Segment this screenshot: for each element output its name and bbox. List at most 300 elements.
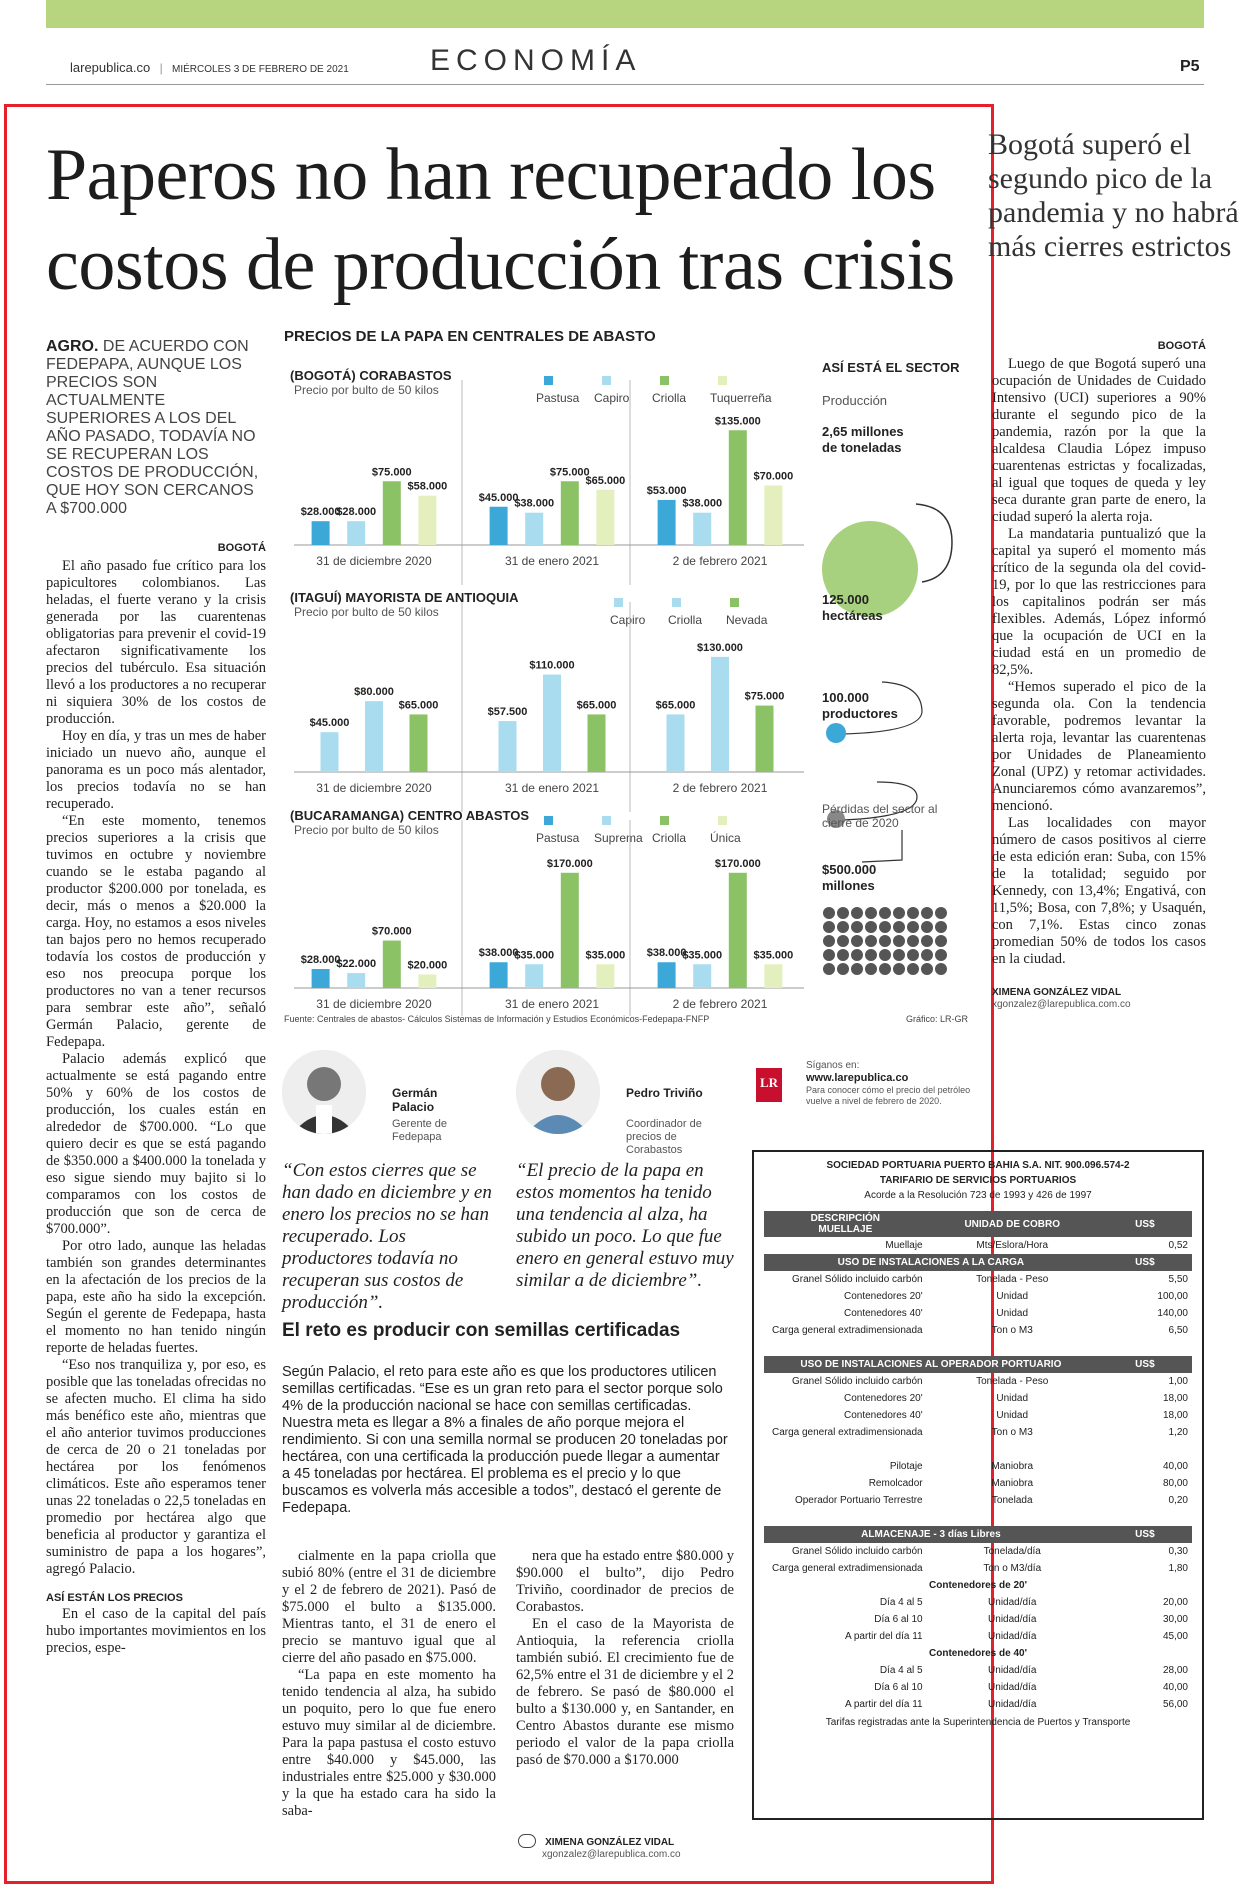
loss-dot [879, 949, 891, 961]
tariff-cell: A partir del día 11 [844, 1631, 923, 1642]
tariff-cell [764, 1441, 1192, 1458]
legend-swatch [730, 598, 739, 607]
category-label: 31 de diciembre 2020 [316, 781, 432, 795]
bar [658, 500, 676, 545]
tariff-cell: Tonelada - Peso [976, 1274, 1049, 1285]
tariff-cell: 45,00 [1162, 1631, 1188, 1642]
issue-date: MIÉRCOLES 3 DE FEBRERO DE 2021 [172, 64, 349, 75]
tariff-table [764, 1211, 1192, 1713]
tariff-row [764, 1577, 1192, 1594]
col_mid1-paragraph: “La papa en este momento ha tenido tendencia al alza, ha subido un poquito, pero lo que fue enero estuvo muy similar al de diciembre. Para la papa pastusa el costo estuvo entre $40.000 y $45.000, las industriales entre $25.000 y $30.000 y la que ha estado cara ha sido la saba- [282, 1667, 496, 1819]
tariff-cell: Ton o M3 [991, 1325, 1033, 1336]
dateline: BOGOTÁ [217, 542, 266, 554]
bar-value-label: $70.000 [753, 470, 794, 483]
tariff-resolution: Acorde a la Resolución 723 de 1993 y 426 de 1997 [864, 1190, 1092, 1201]
category-label: 2 de febrero 2021 [672, 781, 768, 795]
loss-dot [921, 907, 933, 919]
tariff-row [764, 1373, 1192, 1390]
bar [490, 962, 508, 988]
bar [667, 714, 685, 772]
bar-value-label: $110.000 [529, 659, 575, 672]
tariff-cell: Unidad/día [988, 1682, 1037, 1693]
person-trivino [516, 1050, 746, 1156]
bar-value-label: $20.000 [407, 959, 448, 972]
bar-value-label: $38.000 [478, 947, 519, 960]
bar-value-label: $75.000 [549, 466, 590, 479]
signature-name: XIMENA GONZÁLEZ VIDAL [545, 1837, 675, 1848]
category-label: 31 de diciembre 2020 [316, 997, 432, 1011]
loss-dot [865, 935, 877, 947]
tariff-cell: Unidad/día [988, 1665, 1037, 1676]
chart-panel [290, 808, 804, 1016]
tariff-cell: Unidad/día [988, 1631, 1037, 1642]
tariff-cell: 1,20 [1168, 1427, 1188, 1438]
tariff-row [764, 1645, 1192, 1662]
bar-value-label: $38.000 [514, 497, 555, 510]
lede-text: DE ACUERDO CON FEDEPAPA, AUNQUE LOS PRECIOS SON ACTUALMENTE SUPERIORES A LOS DEL AÑO PASADO, TODAVÍA NO SE RECUPERAN LOS COSTOS DE PRODUCCIÓN, QUE HOY SON CERCANOS A $700.000 [46, 338, 259, 517]
tariff-col-usd: US$ [1098, 1211, 1192, 1237]
chart-panel [290, 368, 804, 585]
chart-svg [284, 316, 824, 1016]
loss-dot [837, 921, 849, 933]
loss-dot [823, 949, 835, 961]
bar [729, 873, 747, 988]
bar-value-label: $135.000 [714, 415, 761, 428]
left_column.paragraphs-paragraph: “Eso nos tranquiliza y, por eso, es posible que las toneladas ofrecidas no se afecten mucho. El clima ha sido más benéfico este año, mientras que el año anterior tuvimos producciones de cerca de 20 o 21 toneladas por hectárea por los fenómenos climáticos. Este año esperamos tener unas 22 toneladas o 22,5 toneladas en promedio por hectárea algo que beneficia al productor y garantiza el suministro de papa a los hogares”, agregó Palacio. [46, 1357, 266, 1577]
tariff-cell: 20,00 [1162, 1597, 1188, 1608]
lede-tag: AGRO. [46, 338, 99, 355]
tariff-cell: Unidad [996, 1291, 1029, 1302]
chart-subtitle: Precio por bulto de 50 kilos [294, 823, 439, 837]
chart-subtitle: Precio por bulto de 50 kilos [294, 605, 439, 619]
reto-text: Según Palacio, el reto para este año es que los productores utilicen semillas certificadas. “Ese es un gran reto para el sector porque solo 4% de la producción nacional se hace con semillas certificadas. Nuestra meta es llegar a 8% a finales de año porque mejora el rendimiento. Si con una semilla normal se producen 20 toneladas por hectárea, con una certificada la producción puede llegar a aumentar a 45 toneladas por hectárea. El problema es el precio y lo que buscamos es volverla más accesible a todos”, destacó el gerente de Fedepapa. [282, 1364, 728, 1516]
bar-value-label: $70.000 [371, 925, 412, 938]
bar-value-label: $170.000 [546, 857, 593, 870]
tariff-cell: USO DE INSTALACIONES A LA CARGA [764, 1254, 1098, 1271]
quote-palacio: “Con estos cierres que se han dado en diciembre y en enero los precios no se han recuperado. Los productores todavía no recuperan sus costos de producción”. [282, 1160, 492, 1313]
legend-label: Pastusa [536, 391, 580, 405]
tariff-cell: 56,00 [1162, 1699, 1188, 1710]
tariff-row [764, 1288, 1192, 1305]
trivino-name: Pedro Triviño [626, 1086, 703, 1100]
tariff-row [764, 1594, 1192, 1611]
tariff-col-desc: DESCRIPCIÓN [810, 1213, 881, 1224]
tariff-cell: Granel Sólido incluido carbón [791, 1274, 923, 1285]
legend-label: Pastusa [536, 831, 580, 845]
bar-value-label: $58.000 [407, 480, 448, 493]
tariff-row [764, 1424, 1192, 1441]
tariff-cell: Unidad [996, 1393, 1029, 1404]
bar-value-label: $35.000 [682, 949, 723, 962]
tariff-cell: Carga general extradimensionada [771, 1325, 923, 1336]
trivino-role: Coordinador de precios de Corabastos [626, 1118, 702, 1156]
loss-dot [893, 963, 905, 975]
tariff-row [764, 1356, 1192, 1373]
bar-value-label: $170.000 [714, 857, 761, 870]
bar [711, 657, 729, 772]
header-rule [46, 84, 1204, 85]
loss-dot [921, 949, 933, 961]
tariff-row [764, 1305, 1192, 1322]
tariff-col-desc-b: MUELLAJE [818, 1224, 873, 1235]
col_mid2-paragraph: En el caso de la Mayorista de Antioquia, la referencia criolla también subió. El crecimiento fue de 62,5% entre el 31 de diciembre y el 2 de febrero. Se pasó de $80.000 el bulto a $130.000 y, en Santander, en Centro Abastos durante ese mismo periodo el valor de la papa criolla pasó de $70.000 a $170.000 [516, 1616, 734, 1768]
loss-dot [935, 921, 947, 933]
legend-label: Criolla [668, 613, 703, 627]
sector-title: ASÍ ESTÁ EL SECTOR [822, 360, 960, 375]
tariff-cell: Contenedores de 20' [929, 1580, 1027, 1591]
tariff-cell [764, 1339, 1192, 1356]
chart-subtitle: Precio por bulto de 50 kilos [294, 383, 439, 397]
tariff-cell: 18,00 [1162, 1410, 1188, 1421]
tariff-cell: Contenedores 20' [843, 1291, 923, 1302]
bar [365, 701, 383, 772]
loss-dot [837, 907, 849, 919]
loss-dot [907, 907, 919, 919]
tariff-cell: Ton o M3 [991, 1427, 1033, 1438]
legend-label: Capiro [594, 391, 630, 405]
section-title: ECONOMÍA [430, 44, 642, 77]
palacio-avatar-icon [282, 1050, 366, 1134]
tariff-footer: Tarifas registradas ante la Superintendencia de Puertos y Transporte [825, 1717, 1131, 1728]
tariff-row [764, 1390, 1192, 1407]
bar-value-label: $28.000 [300, 954, 341, 967]
loss-dot [823, 963, 835, 975]
legend-swatch [672, 598, 681, 607]
middle-column-2 [516, 1548, 734, 1769]
middle-column-1 [282, 1548, 496, 1820]
tariff-cell: Día 4 al 5 [879, 1597, 923, 1608]
tariff-cell: A partir del día 11 [844, 1699, 923, 1710]
loss-dot [893, 907, 905, 919]
tariff-cell: 30,00 [1162, 1614, 1188, 1625]
bar [383, 941, 401, 988]
quote-trivino: “El precio de la papa en estos momentos ha tenido una tendencia al alza, ha subido un poco. Lo que fue enero en general estuvo muy similar a de diciembre”. [516, 1160, 734, 1291]
left-closing: En el caso de la capital del país hubo importantes movimientos en los precios, espe- [46, 1606, 266, 1656]
loss-dot [837, 935, 849, 947]
bar [418, 496, 436, 545]
bar [561, 481, 579, 545]
loss-dot [935, 963, 947, 975]
loss-dot [865, 907, 877, 919]
tariff-row [764, 1662, 1192, 1679]
bar-value-label: $28.000 [300, 506, 341, 519]
loss-dot [865, 949, 877, 961]
loss-dot [837, 949, 849, 961]
bar [312, 521, 330, 545]
tariff-row [764, 1526, 1192, 1543]
bar-value-label: $45.000 [309, 717, 350, 730]
bar [596, 490, 614, 545]
tariff-row [764, 1254, 1192, 1271]
loss-dot [879, 921, 891, 933]
tariff-cell: Maniobra [991, 1461, 1034, 1472]
tariff-cell: 140,00 [1157, 1308, 1188, 1319]
loss-dot [935, 935, 947, 947]
bar [729, 430, 747, 545]
left-column [46, 542, 266, 1657]
bar [525, 513, 543, 545]
person-palacio [282, 1050, 502, 1143]
left-column-body [46, 558, 266, 1578]
legend-swatch [602, 376, 611, 385]
loss-dot [921, 935, 933, 947]
bar [321, 732, 339, 772]
bar-value-label: $65.000 [655, 699, 696, 712]
legend-swatch [614, 598, 623, 607]
bar-value-label: $65.000 [585, 474, 626, 487]
bar-value-label: $65.000 [576, 699, 617, 712]
loss-dot [879, 935, 891, 947]
tariff-row [764, 1237, 1192, 1254]
article-headline: Paperos no han recuperado los costos de producción tras crisis [46, 134, 955, 306]
tariff-cell: Unidad/día [988, 1699, 1037, 1710]
palacio-photo [282, 1050, 366, 1134]
tariff-cell: 6,50 [1168, 1325, 1188, 1336]
bar [499, 721, 517, 772]
bar [347, 521, 365, 545]
right-column-body [992, 356, 1206, 968]
tariff-row [764, 1339, 1192, 1356]
legend-label: Tuquerreña [710, 391, 772, 405]
loss-dot [865, 963, 877, 975]
bar-value-label: $38.000 [682, 497, 723, 510]
tariff-row [764, 1543, 1192, 1560]
tariff-cell: Contenedores 40' [843, 1410, 923, 1421]
tariff-row [764, 1611, 1192, 1628]
tariff-row [764, 1441, 1192, 1458]
left_column.paragraphs-paragraph: El año pasado fue crítico para los papicultores colombianos. Las heladas, el fuerte verano y la crisis generada por las cuarentenas obligatorias para prevenir el covid-19 afectaron significativamente los precios del tubérculo. Esa situación llevó a los productores a no recuperar ni siquiera 30% de los costos de producción. [46, 558, 266, 727]
bar [543, 675, 561, 772]
tariff-cell: Carga general extradimensionada [771, 1427, 923, 1438]
loss-dot [893, 949, 905, 961]
loss-dot [879, 907, 891, 919]
bar-value-label: $53.000 [646, 484, 687, 497]
left_column.paragraphs-paragraph: “En este momento, tenemos precios superiores a la crisis que tuvimos en octubre y noviembre cuando se le estaba pagando al productor $200.000 por tonelada, es decir, más o menos a $20.000 la carga. Hoy, no estamos a esos niveles tan bajos pero no hemos recuperado todavía los costos de producción y eso nos preocupa porque los productores no van a tener recursos para sembrar este año”, señaló Germán Palacio, gerente de Fedepapa. [46, 813, 266, 1050]
follow-site[interactable]: www.larepublica.co [806, 1072, 909, 1084]
bar-value-label: $130.000 [697, 641, 743, 654]
chart-title: (ITAGUÍ) MAYORISTA DE ANTIOQUIA [290, 590, 519, 605]
bar [764, 486, 782, 546]
chart-title: (BOGOTÁ) CORABASTOS [290, 368, 452, 383]
left_column.paragraphs-paragraph: Por otro lado, aunque las heladas también son grandes determinantes en la afectación de los precios de la papa, este año ha sido la excepción. Según el gerente de Fedepapa, hasta el momento no han tenido ningún reporte de heladas fuertes. [46, 1238, 266, 1356]
bar [383, 481, 401, 545]
losses-dots [822, 906, 962, 982]
right_column.text-paragraph: Luego de que Bogotá superó una ocupación de Unidades de Cuidado Intensivo (UCI) superiores a 90% durante el segundo pico de la pandemia, razón por la que la alcaldesa Claudia López impuso cuarentenas estrictas y focalizadas, al igual que toques de queda y ley seca durante gran parte de enero, la ciudad superó la alerta roja. [992, 356, 1206, 525]
bar [312, 969, 330, 988]
loss-dot [851, 949, 863, 961]
tariff-cell: Pilotaje [889, 1461, 923, 1472]
tariff-cell: Ton o M3/día [983, 1563, 1042, 1574]
tariff-cell: Día 6 al 10 [874, 1682, 923, 1693]
sector-infographic [822, 360, 982, 893]
trivino-photo [516, 1050, 600, 1134]
bar-value-label: $65.000 [398, 699, 439, 712]
bar [561, 873, 579, 988]
producers-value: 100.000 productores [822, 690, 898, 721]
category-label: 31 de enero 2021 [504, 997, 600, 1011]
loss-dot [907, 949, 919, 961]
bar [756, 706, 774, 772]
tariff-cell: Contenedores 40' [843, 1308, 923, 1319]
loss-dot [907, 921, 919, 933]
bar-value-label: $80.000 [354, 686, 394, 699]
palacio-name: Germán Palacio [392, 1086, 438, 1114]
right-signature-email[interactable]: xgonzalez@larepublica.com.co [992, 999, 1131, 1010]
bar [347, 973, 365, 988]
chart-source: Fuente: Centrales de abastos- Cálculos Sistemas de Información y Estudios Económicos-Fedepapa-FNFP [284, 1014, 710, 1024]
tariff-cell: Unidad/día [988, 1597, 1037, 1608]
left_column.paragraphs-paragraph: Hoy en día, y tras un mes de haber iniciado un nuevo año, aunque el panorama es un poco más alentador, los precios todavía no se han recuperado. [46, 728, 266, 812]
bar-value-label: $38.000 [646, 947, 687, 960]
tariff-cell: Maniobra [991, 1478, 1034, 1489]
tariff-cell: Tonelada - Peso [976, 1376, 1049, 1387]
right_column.text-paragraph: La mandataria puntualizó que la capital ya superó el momento más crítico de la segunda ola del covid-19, por lo que las restricciones para los capitalinos podrán ser más flexibles. Además, López informó que la ocupación de UCI en la ciudad está en un promedio de 82,5%. [992, 526, 1206, 678]
tariff-cell: Contenedores de 40' [929, 1648, 1027, 1659]
signature-email[interactable]: xgonzalez@larepublica.com.co [542, 1849, 681, 1860]
charts-header: PRECIOS DE LA PAPA EN CENTRALES DE ABASTO [284, 328, 656, 345]
legend-swatch [718, 376, 727, 385]
tariff-cell: Tonelada [991, 1495, 1033, 1506]
mail-icon [518, 1834, 536, 1848]
bar [418, 974, 436, 988]
hectares-circle [826, 723, 846, 743]
tariff-row [764, 1407, 1192, 1424]
category-label: 31 de enero 2021 [504, 781, 600, 795]
bar [525, 964, 543, 988]
losses-value: $500.000 millones [822, 862, 877, 893]
tariff-row [764, 1679, 1192, 1696]
loss-dot [921, 963, 933, 975]
legend-swatch [602, 816, 611, 825]
bar-value-label: $22.000 [336, 958, 377, 971]
connector-line [916, 504, 952, 582]
loss-dot [823, 907, 835, 919]
legend-label: Nevada [726, 613, 768, 627]
page-number: P5 [1180, 58, 1200, 75]
site-name[interactable]: larepublica.co [70, 60, 151, 75]
masthead-meta: larepublica.co | MIÉRCOLES 3 DE FEBRERO DE 2021 [70, 60, 349, 75]
hectares-value: 125.000 hectáreas [822, 592, 883, 623]
loss-dot [823, 921, 835, 933]
category-label: 2 de febrero 2021 [672, 997, 768, 1011]
bar [588, 714, 606, 772]
bar-value-label: $35.000 [514, 949, 555, 962]
tariff-cell: Mts/Eslora/Hora [976, 1240, 1049, 1251]
tariff-cell: 100,00 [1157, 1291, 1188, 1302]
right-signature [992, 980, 1206, 1010]
legend-swatch [718, 816, 727, 825]
tariff-cell: US$ [1098, 1526, 1192, 1543]
legend-label: Suprema [594, 831, 643, 845]
tariff-row [764, 1458, 1192, 1475]
follow-label: Síganos en: [806, 1060, 860, 1071]
side-article-headline: Bogotá superó el segundo pico de la pandemia y no habrá más cierres estrictos [988, 128, 1239, 263]
bar-value-label: $35.000 [753, 949, 794, 962]
right-signature-name: XIMENA GONZÁLEZ VIDAL [992, 987, 1122, 998]
tariff-cell: Contenedores 20' [843, 1393, 923, 1404]
tariff-cell: Carga general extradimensionada [771, 1563, 923, 1574]
top-color-band [46, 0, 1204, 28]
loss-dot [837, 963, 849, 975]
chart-panel [290, 590, 804, 812]
loss-dot [823, 935, 835, 947]
tariff-cell: 80,00 [1162, 1478, 1188, 1489]
bar [490, 507, 508, 545]
bar-value-label: $75.000 [744, 690, 785, 703]
tariff-col-unit: UNIDAD DE COBRO [927, 1211, 1098, 1237]
tariff-cell: Muellaje [885, 1240, 923, 1251]
tariff-cell: Operador Portuario Terrestre [794, 1495, 923, 1506]
loss-dot [907, 935, 919, 947]
bar-value-label: $57.500 [487, 706, 528, 719]
legend-swatch [544, 376, 553, 385]
loss-dot [851, 935, 863, 947]
production-value: 2,65 millones de toneladas [822, 424, 904, 455]
chart-title: (BUCARAMANGA) CENTRO ABASTOS [290, 808, 530, 823]
tariff-cell: Día 6 al 10 [874, 1614, 923, 1625]
bar [693, 513, 711, 545]
tariff-cell: Remolcador [868, 1478, 923, 1489]
loss-dot [893, 935, 905, 947]
follow-text: Para conocer cómo el precio del petróleo vuelve a nivel de febrero de 2020. [806, 1085, 971, 1106]
right_column.text-paragraph: Las localidades con mayor número de casos positivos al cierre de esta edición eran: Suba, con 15% de la totalidad; seguido por Kennedy, con 13,4%; Engativá, con 11,5%; Bosa, con 7,8%; y Usaquén, con 7,1%. Estas cinco zonas promedian 50% de todos los casos en la ciudad. [992, 815, 1206, 967]
category-label: 31 de diciembre 2020 [316, 554, 432, 568]
tariff-row [764, 1271, 1192, 1288]
tariff-title: TARIFARIO DE SERVICIOS PORTUARIOS [879, 1175, 1077, 1186]
tariff-cell: ALMACENAJE - 3 días Libres [764, 1526, 1098, 1543]
category-label: 31 de enero 2021 [504, 554, 600, 568]
tariff-cell: Unidad [996, 1308, 1029, 1319]
loss-dot [935, 949, 947, 961]
bar-value-label: $28.000 [336, 506, 377, 519]
tariff-cell: USO DE INSTALACIONES AL OPERADOR PORTUARIO [764, 1356, 1098, 1373]
tariff-cell: US$ [1098, 1254, 1192, 1271]
loss-dot [893, 921, 905, 933]
loss-dot [921, 921, 933, 933]
tariff-cell: Granel Sólido incluido carbón [791, 1546, 923, 1557]
category-label: 2 de febrero 2021 [672, 554, 768, 568]
loss-dot [879, 963, 891, 975]
tariff-cell: Unidad/día [988, 1614, 1037, 1625]
tariff-row [764, 1475, 1192, 1492]
bar-value-label: $75.000 [371, 466, 412, 479]
legend-swatch [544, 816, 553, 825]
lr-logo: LR [756, 1068, 782, 1102]
section-subhead: El reto es producir con semillas certificadas [282, 1320, 681, 1341]
tariff-cell: 0,52 [1168, 1240, 1188, 1251]
bar [596, 964, 614, 988]
bar-value-label: $35.000 [585, 949, 626, 962]
legend-label: Criolla [652, 391, 687, 405]
tariff-cell: Unidad [996, 1410, 1029, 1421]
tariff-company: SOCIEDAD PORTUARIA PUERTO BAHIA S.A. NIT. 900.096.574-2 [826, 1160, 1130, 1171]
tariff-cell: 40,00 [1162, 1461, 1188, 1472]
tariff-cell: 1,00 [1168, 1376, 1188, 1387]
production-label: Producción [822, 393, 888, 408]
tariff-row [764, 1560, 1192, 1577]
left_column.paragraphs-paragraph: Palacio además explicó que actualmente se está pagando entre 50% y 60% de los costos de producción, los cuales están en alrededor de $700.000. “Lo que quiero decir es que se está pagando de $350.000 a $400.000 la tonelada y eso sigue siendo muy bajito si lo comparamos con los costos de producción que son de cerca de $700.000”. [46, 1051, 266, 1237]
tariff-cell: 5,50 [1168, 1274, 1188, 1285]
loss-dot [851, 963, 863, 975]
bar [764, 964, 782, 988]
tariff-cell: 28,00 [1162, 1665, 1188, 1676]
chart-credit: Gráfico: LR-GR [906, 1014, 969, 1024]
loss-dot [865, 921, 877, 933]
tariff-cell: US$ [1098, 1356, 1192, 1373]
loss-dot [851, 907, 863, 919]
trivino-avatar-icon [516, 1050, 600, 1134]
legend-label: Capiro [610, 613, 646, 627]
